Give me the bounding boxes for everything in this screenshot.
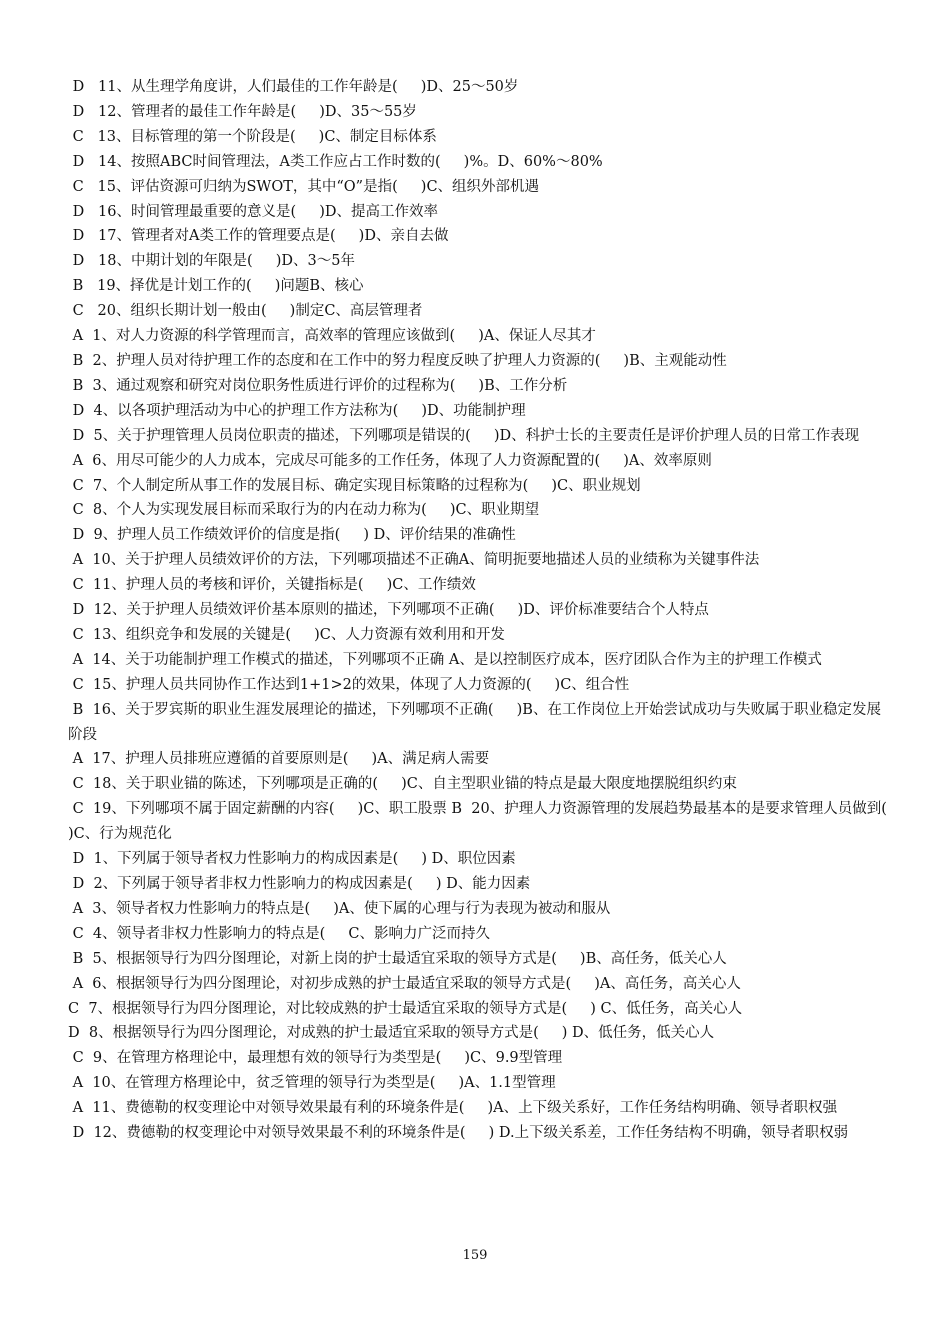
question-line: D 4、以各项护理活动为中心的护理工作方法称为( )D、功能制护理 bbox=[68, 402, 526, 419]
question-line: C 4、领导者非权力性影响力的特点是( C、影响力广泛而持久 bbox=[68, 925, 490, 942]
question-line: D 1、下列属于领导者权力性影响力的构成因素是( ) D、职位因素 bbox=[68, 851, 516, 868]
question-line: C 8、个人为实现发展目标而采取行为的内在动力称为( )C、职业期望 bbox=[68, 502, 540, 519]
question-line: B 19、择优是计划工作的( )问题B、核心 bbox=[68, 278, 364, 295]
question-line: A 10、在管理方格理论中，贫乏管理的领导行为类型是( )A、1.1型管理 bbox=[68, 1075, 556, 1092]
question-line: B 16、关于罗宾斯的职业生涯发展理论的描述，下列哪项不正确( )B、在工作岗位上开始尝试成功与失败属于职业稳定发展阶段 bbox=[68, 701, 881, 743]
document-body bbox=[68, 75, 910, 1146]
question-line: D 14、按照ABC时间管理法，A类工作应占工作时数的( )%。D、60%～80% bbox=[68, 153, 603, 170]
question-line: D 5、关于护理管理人员岗位职责的描述，下列哪项是错误的( )D、科护士长的主要责任是评价护理人员的日常工作表现 bbox=[68, 427, 860, 444]
question-line: C 11、护理人员的考核和评价，关键指标是( )C、工作绩效 bbox=[68, 577, 476, 594]
question-line: A 6、根据领导行为四分图理论，对初步成熟的护士最适宜采取的领导方式是( )A、高任务，高关心人 bbox=[68, 975, 741, 992]
page-number: 159 bbox=[462, 1248, 488, 1263]
question-line: B 3、通过观察和研究对岗位职务性质进行评价的过程称为( )B、工作分析 bbox=[68, 377, 568, 394]
question-line: D 11、从生理学角度讲，人们最佳的工作年龄是( )D、25～50岁 bbox=[68, 79, 519, 95]
question-line: A 6、用尽可能少的人力成本，完成尽可能多的工作任务，体现了人力资源配置的( )A、效率原则 bbox=[68, 452, 712, 469]
question-line: C 20、组织长期计划一般由( )制定C、高层管理者 bbox=[68, 303, 423, 320]
question-line: A 1、对人力资源的科学管理而言，高效率的管理应该做到( )A、保证人尽其才 bbox=[68, 328, 596, 345]
question-line: C 13、目标管理的第一个阶段是( )C、制定目标体系 bbox=[68, 128, 437, 145]
question-line: C 15、评估资源可归纳为SWOT，其中“O”是指( )C、组织外部机遇 bbox=[68, 178, 540, 195]
question-line: B 5、根据领导行为四分图理论，对新上岗的护士最适宜采取的领导方式是( )B、高任务，低关心人 bbox=[68, 950, 727, 967]
question-line: C 15、护理人员共同协作工作达到1+1>2的效果，体现了人力资源的( )C、组合性 bbox=[68, 676, 630, 693]
question-line: A 14、关于功能制护理工作模式的描述，下列哪项不正确 A、是以控制医疗成本，医疗团队合作为主的护理工作模式 bbox=[68, 651, 822, 668]
question-line: C 18、关于职业锚的陈述，下列哪项是正确的( )C、自主型职业锚的特点是最大限度地摆脱组织约束 bbox=[68, 776, 737, 793]
question-line: D 17、管理者对A类工作的管理要点是( )D、亲自去做 bbox=[68, 228, 449, 245]
question-line: D 12、关于护理人员绩效评价基本原则的描述，下列哪项不正确( )D、评价标准要结合个人特点 bbox=[68, 602, 709, 619]
question-line: A 3、领导者权力性影响力的特点是( )A、使下属的心理与行为表现为被动和服从 bbox=[68, 900, 611, 917]
question-line: B 2、护理人员对待护理工作的态度和在工作中的努力程度反映了护理人力资源的( )B、主观能动性 bbox=[68, 352, 727, 369]
question-line: C 7、根据领导行为四分图理论，对比较成熟的护士最适宜采取的领导方式是( ) C、低任务，高关心人 bbox=[68, 1000, 743, 1017]
question-line: C 13、组织竞争和发展的关键是( )C、人力资源有效利用和开发 bbox=[68, 626, 505, 643]
question-line: A 17、护理人员排班应遵循的首要原则是( )A、满足病人需要 bbox=[68, 751, 490, 768]
question-line: D 16、时间管理最重要的意义是( )D、提高工作效率 bbox=[68, 203, 438, 220]
question-line: C 7、个人制定所从事工作的发展目标、确定实现目标策略的过程称为( )C、职业规划 bbox=[68, 477, 641, 494]
question-line: D 2、下列属于领导者非权力性影响力的构成因素是( ) D、能力因素 bbox=[68, 876, 531, 892]
question-line: D 8、根据领导行为四分图理论，对成熟的护士最适宜采取的领导方式是( ) D、低任务，低关心人 bbox=[68, 1025, 715, 1042]
question-line: D 18、中期计划的年限是( )D、3～5年 bbox=[68, 253, 355, 270]
question-line: A 10、关于护理人员绩效评价的方法，下列哪项描述不正确A、简明扼要地描述人员的业绩称为关键事件法 bbox=[68, 552, 760, 569]
question-line: D 9、护理人员工作绩效评价的信度是指( ) D、评价结果的准确性 bbox=[68, 527, 516, 544]
question-line: D 12、费德勒的权变理论中对领导效果最不利的环境条件是( ) D.上下级关系差，工作任务结构不明确，领导者职权弱 bbox=[68, 1125, 849, 1142]
question-line: C 19、下列哪项不属于固定薪酬的内容( )C、职工股票 B 20、护理人力资源管理的发展趋势最基本的是要求管理人员做到( )C、行为规范化 bbox=[68, 801, 910, 843]
question-line: A 11、费德勒的权变理论中对领导效果最有利的环境条件是( )A、上下级关系好，工作任务结构明确、领导者职权强 bbox=[68, 1100, 838, 1117]
question-line: D 12、管理者的最佳工作年龄是( )D、35～55岁 bbox=[68, 103, 417, 120]
question-line: C 9、在管理方格理论中，最理想有效的领导行为类型是( )C、9.9型管理 bbox=[68, 1050, 563, 1067]
